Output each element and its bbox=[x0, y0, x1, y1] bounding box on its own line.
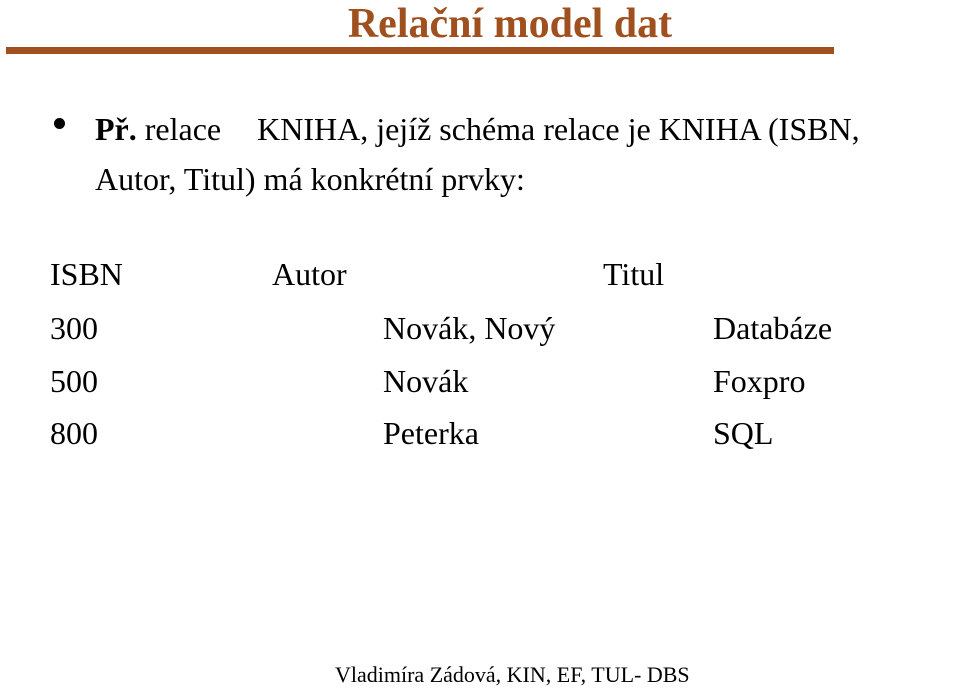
bullet-text-part-1: relace bbox=[144, 111, 222, 147]
bullet-icon bbox=[54, 118, 65, 129]
table-cell-titul: Databáze bbox=[713, 310, 833, 346]
table-cell-autor: Peterka bbox=[383, 415, 479, 451]
bullet-text-part-2: KNIHA, jejíž schéma relace je KNIHA (ISBN, bbox=[257, 111, 860, 147]
table-header-titul: Titul bbox=[603, 256, 665, 292]
table-cell-isbn: 300 bbox=[50, 310, 98, 346]
table-cell-titul: SQL bbox=[713, 415, 774, 451]
slide-title: Relační model dat bbox=[347, 1, 673, 47]
table-cell-autor: Novák, Nový bbox=[383, 310, 556, 346]
example-prefix: Př. bbox=[95, 111, 137, 147]
bullet-text bbox=[95, 104, 960, 204]
bullet-text-part-3: Autor, Titul) má konkrétní prvky: bbox=[95, 161, 525, 197]
footer-credit: Vladimíra Zádová, KIN, EF, TUL- DBS bbox=[335, 662, 690, 687]
title-underline bbox=[6, 47, 834, 54]
table-header-isbn: ISBN bbox=[50, 256, 123, 292]
table-cell-isbn: 800 bbox=[50, 415, 98, 451]
table-header-autor: Autor bbox=[272, 256, 347, 292]
table-cell-titul: Foxpro bbox=[713, 363, 806, 399]
table-cell-isbn: 500 bbox=[50, 363, 98, 399]
table-cell-autor: Novák bbox=[383, 363, 469, 399]
